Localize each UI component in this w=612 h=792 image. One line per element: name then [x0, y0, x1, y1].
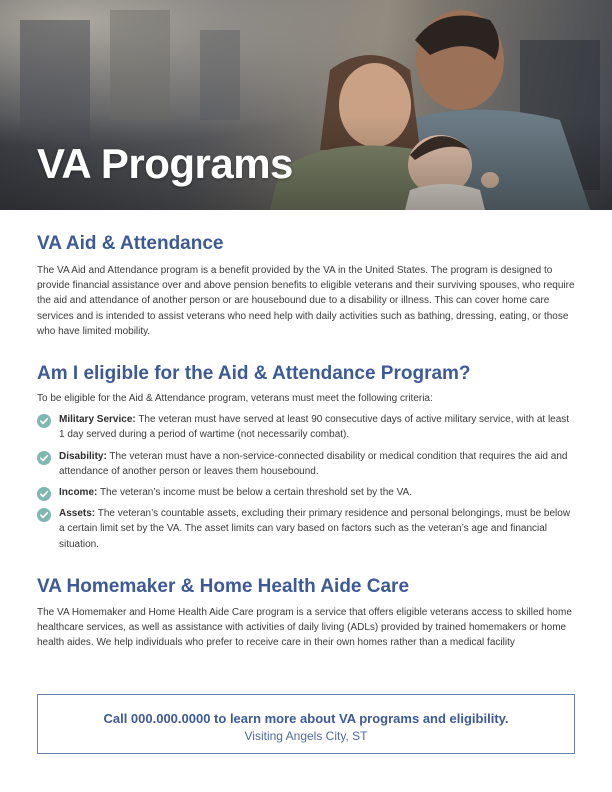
eligibility-intro: To be eligible for the Aid & Attendance program, veterans must meet the following criteria:	[37, 393, 433, 405]
section-body-aid: The VA Aid and Attendance program is a benefit provided by the VA in the United States. The program is designed to provide financial assistance over and above pension benefits to eligible veterans and their surviving spouses, who require the aid and attendance of another person or are housebound due to a disability or illness. This can cover home care services and is intended to assist veterans who need help with daily activities such as bathing, dressing, eating, or those who have limited mobility.	[37, 265, 575, 337]
page-title: VA Programs	[37, 140, 293, 187]
criteria-text: The veteran must have a non-service-connected disability or medical condition that requires the aid and attendance of another person or leaves them housebound.	[59, 450, 568, 477]
criteria-text: The veteran’s income must be below a certain threshold set by the VA.	[99, 487, 412, 499]
criteria-item	[37, 449, 577, 479]
cta-location-text: Visiting Angels City, ST	[244, 729, 368, 743]
call-to-action-box	[37, 694, 575, 754]
section-body-homemaker: The VA Homemaker and Home Health Aide Care program is a service that offers eligible veterans access to skilled home healthcare services, as well as assistance with activities of daily living (ADLs) provided by trained homemakers or home health aides. We help individuals who prefer to receive care in their own homes rather than a medical facility	[37, 606, 572, 649]
criteria-label: Assets:	[59, 508, 96, 520]
section-heading-eligibility: Am I eligible for the Aid & Attendance Program?	[37, 363, 471, 385]
section-homemaker	[37, 575, 577, 651]
check-circle-icon	[37, 487, 51, 501]
criteria-item	[37, 485, 577, 500]
criteria-list	[37, 412, 577, 552]
criteria-label: Income:	[59, 487, 98, 499]
section-heading-homemaker: VA Homemaker & Home Health Aide Care	[37, 575, 410, 597]
hero-banner	[0, 0, 612, 210]
section-aid-attendance	[37, 232, 577, 339]
criteria-label: Disability:	[59, 450, 107, 462]
check-circle-icon	[37, 508, 51, 522]
section-eligibility	[37, 362, 577, 552]
check-circle-icon	[37, 414, 51, 428]
criteria-text: The veteran’s countable assets, excluding their primary residence and personal belongings, must be below a certain limit set by the VA. The asset limits can vary based on factors such as the veteran’s age and financial situation.	[59, 508, 571, 550]
criteria-item	[37, 412, 577, 442]
criteria-item	[37, 506, 577, 552]
criteria-text: The veteran must have served at least 90 consecutive days of active military service, with at least 1 day served during a period of wartime (not necessarily combat).	[59, 414, 570, 441]
check-circle-icon	[37, 451, 51, 465]
criteria-label: Military Service:	[59, 414, 136, 426]
main-content	[37, 232, 577, 650]
cta-phone-text[interactable]: Call 000.000.0000 to learn more about VA programs and eligibility.	[103, 711, 509, 726]
section-heading-aid: VA Aid & Attendance	[37, 233, 224, 254]
